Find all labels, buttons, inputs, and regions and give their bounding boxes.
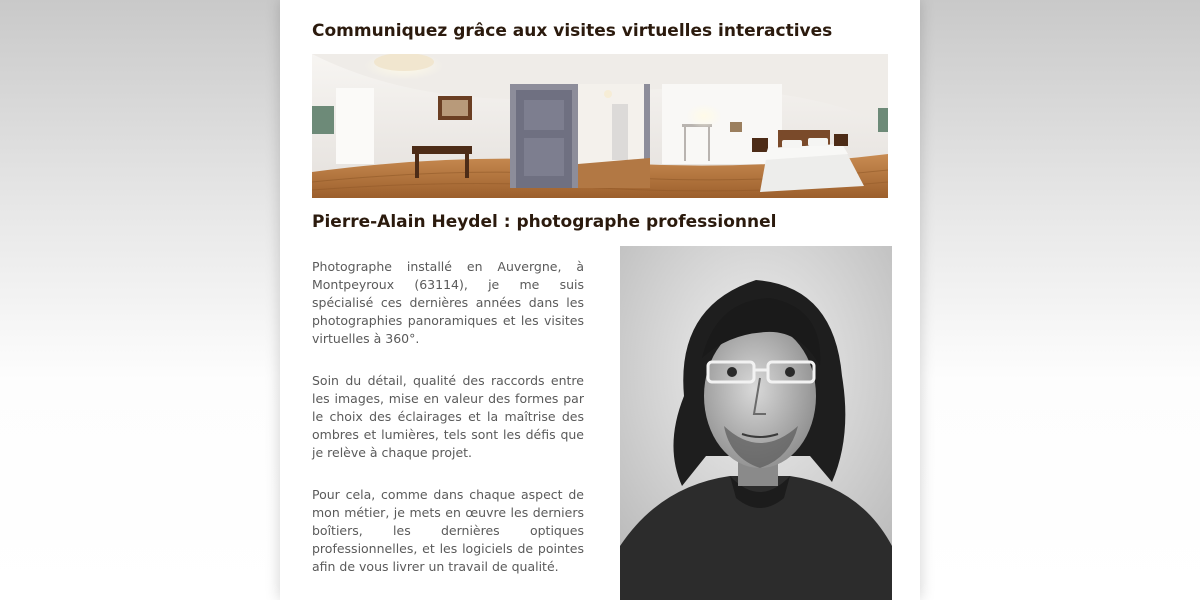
portrait-image [620, 246, 892, 600]
content-page [280, 0, 920, 600]
paragraph-3: Pour cela, comme dans chaque aspect de mon métier, je mets en œuvre les derniers boîtiers, les dernières optiques professionnelles, et les logiciels de pointes afin de vous livrer un travail de qualité. [312, 487, 584, 574]
paragraph-1: Photographe installé en Auvergne, à Montpeyroux (63114), je me suis spécialisé ces dernières années dans les photographies panoramiques et les visites virtuelles à 360°. [312, 259, 584, 346]
about-text [312, 258, 584, 600]
panorama-image [312, 54, 888, 198]
page-title: Communiquez grâce aux visites virtuelles interactives [312, 21, 833, 41]
section-heading: Pierre-Alain Heydel : photographe professionnel [312, 212, 777, 232]
paragraph-2: Soin du détail, qualité des raccords entre les images, mise en valeur des formes par le choix des éclairages et la maîtrise des ombres et lumières, tels sont les défis que je relève à chaque projet. [312, 373, 584, 460]
